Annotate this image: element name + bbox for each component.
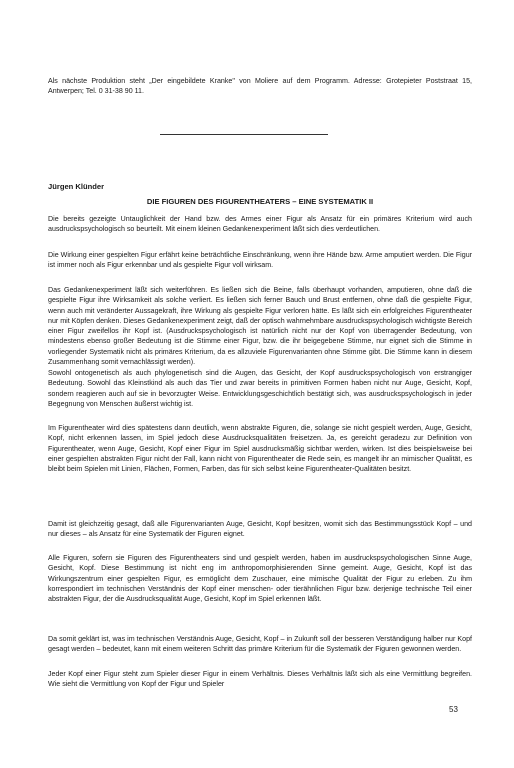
body-paragraph: Jeder Kopf einer Figur steht zum Spieler dieser Figur in einem Verhältnis. Dieses Verhältnis läßt sich als eine Vermittlung begreifen. Wie sieht die Vermittlung von Kopf der Figur und Spieler bbox=[48, 670, 472, 689]
article-title: DIE FIGUREN DES FIGURENTHEATERS – EINE SYSTEMATIK II bbox=[146, 197, 374, 206]
body-paragraph: Das Gedankenexperiment läßt sich weiterführen. Es ließen sich die Beine, falls überhaupt vorhanden, amputieren, ohne daß die gespielte Figur ihre Wirksamkeit als solche verliert. Es ließen sich ferner Bauch und Brust entfernen, ohne daß die gespielte Figur, wenn auch mit veränderter Aussagekraft, ihre Wirkung als gespielte Figur verloren hätte. Es läßt sich ein erfolgreiches Figurentheater nur mit Köpfen denken. Dieses Gedankenexperiment zeigt, daß der optisch wahrnehmbare ausdruckspsychologisch wichtigste Bereich einer Figur zweifellos ihr Kopf ist. (Ausdruckspsychologisch ist natürlich nicht nur der Kopf von überragender Bedeutung, von mindestens ebenso großer Bedeutung ist die Stimme einer Figur, bzw. die ihr beigegebene Stimme, nur eignet sich die Stimme in vorliegender Systematik nicht als primäres Kriterium, da es allzuviele Figurenvarianten ohne Stimme gibt. Die Stimme kann in diesem Zusammenhang somit vernachlässigt werden). bbox=[48, 286, 472, 367]
article-author: Jürgen Klünder bbox=[48, 182, 105, 191]
page-number: 53 bbox=[449, 705, 458, 714]
body-paragraph: Im Figurentheater wird dies spätestens dann deutlich, wenn abstrakte Figuren, die, solange sie nicht gespielt werden, Auge, Gesicht, Kopf, nicht erkennen lassen, im Spiel jedoch diese Ausdrucksqualitäten freisetzen. Ja, es gereicht geradezu zur Definition von Figurentheater, wenn Auge, Gesicht, Kopf einer Figur im Spiel ausdrucksmäßig sichtbar werden, wirken. Ist dies beispielsweise bei einer gespielten abstrakten Figur nicht der Fall, kann nicht von Figurentheater die Rede sein, es mangelt ihr an mimischer Qualität, es bleibt beim Spielen mit Linien, Flächen, Formen, Farben, das für sich selbst keine Figurentheater-Qualitäten besitzt. bbox=[48, 424, 472, 474]
intro-paragraph: Als nächste Produktion steht „Der eingebildete Kranke" von Moliere auf dem Programm. Adresse: Grotepieter Poststraat 15, Antwerpen; Tel. 0 31-38 90 11. bbox=[48, 77, 472, 96]
body-paragraph: Die Wirkung einer gespielten Figur erfährt keine beträchtliche Einschränkung, wenn ihre Hände bzw. Arme amputiert werden. Die Figur ist immer noch als Figur erkennbar und als gespielte Figur voll wirksam. bbox=[48, 251, 472, 270]
section-divider bbox=[160, 134, 328, 135]
body-paragraph: Die bereits gezeigte Untauglichkeit der Hand bzw. des Armes einer Figur als Ansatz für ein primäres Kriterium wird auch ausdruckspsychologisch so beurteilt. Mit einem kleinen Gedankenexperiment läßt sich dies verdeutlichen. bbox=[48, 215, 472, 234]
body-paragraph: Da somit geklärt ist, was im technischen Verständnis Auge, Gesicht, Kopf – in Zukunft soll der besseren Verständigung halber nur Kopf gesagt werden – bedeutet, kann mit einem weiteren Schritt das primäre Kriterium für die Systematik der Figuren gewonnen werden. bbox=[48, 635, 472, 654]
body-paragraph: Damit ist gleichzeitig gesagt, daß alle Figurenvarianten Auge, Gesicht, Kopf besitzen, womit sich das Bestimmungsstück Kopf – und nur dieses – als Ansatz für eine Systematik der Figuren eignet. bbox=[48, 520, 472, 539]
body-paragraph: Sowohl ontogenetisch als auch phylogenetisch sind die Augen, das Gesicht, der Kopf ausdruckspsychologisch von erstrangiger Bedeutung. Sowohl das Kleinstkind als auch das Tier und zwar bereits in primitiven Formen haben nicht nur Auge, Gesicht, Kopf, sondern reagieren auch auf sie in bevorzugter Weise. Entwicklungsgeschichtlich bestätigt sich, was ausdruckspsychologisch in jeder Begegnung von Menschen äußerst wichtig ist. bbox=[48, 369, 472, 408]
body-paragraph: Alle Figuren, sofern sie Figuren des Figurentheaters sind und gespielt werden, haben im ausdruckspsychologischen Sinne Auge, Gesicht, Kopf. Diese Bestimmung ist nicht eng im anthropomorphisierenden Sinne gemeint. Auge, Gesicht, Kopf ist das Wirkungszentrum einer gespielten Figur, es ermöglicht dem Zuschauer, eine mimische Qualität der Figur zu erleben. Zu ihm korrespondiert im technischen Verständnis der Kopf einer menschen- oder tierähnlichen Figur bzw. derjenige technische Teil einer abstrakten Figur, der die Ausdrucksqualität Auge, Gesicht, Kopf im Spiel erkennen läßt. bbox=[48, 554, 472, 604]
